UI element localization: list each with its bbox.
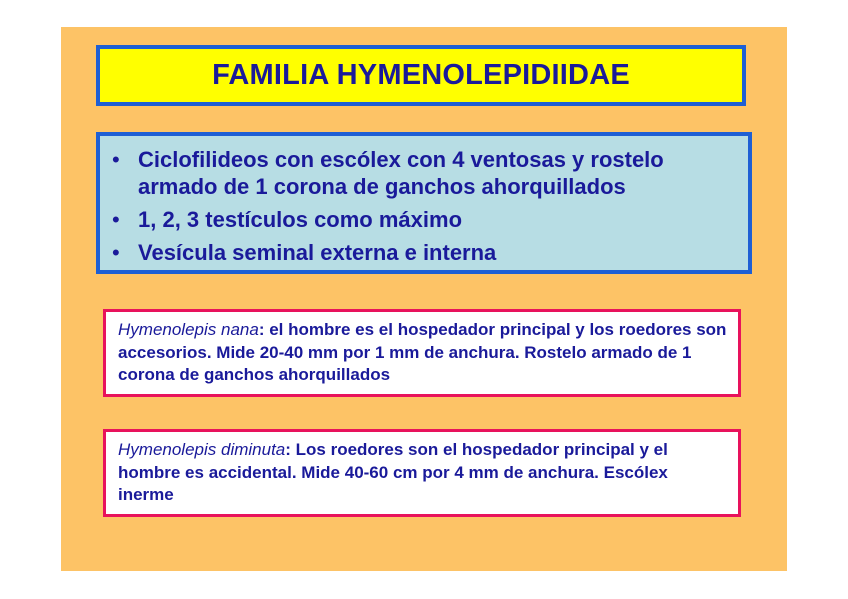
species-box-nana (103, 309, 741, 397)
slide-title: FAMILIA HYMENOLEPIDIIDAE (212, 59, 630, 91)
bullet-list (96, 132, 752, 274)
bullet-item (106, 146, 738, 200)
bullet-marker: • (112, 240, 120, 265)
bullet-marker: • (112, 147, 120, 172)
bullet-text: Vesícula seminal externa e interna (138, 240, 497, 265)
title-box (96, 45, 746, 106)
slide (61, 27, 787, 571)
bullet-text: 1, 2, 3 testículos como máximo (138, 207, 463, 232)
species-name: Hymenolepis diminuta (118, 440, 286, 459)
bullet-marker: • (112, 207, 120, 232)
bullet-item (106, 206, 738, 233)
species-description: : Los roedores son el hospedador principal y el hombre es accidental. Mide 40-60 cm por 4 mm de anchura. Escólex inerme (118, 440, 668, 504)
species-name: Hymenolepis nana (118, 320, 259, 339)
species-box-diminuta (103, 429, 741, 517)
species-description: : el hombre es el hospedador principal y los roedores son accesorios. Mide 20-40 mm por 1 mm de anchura. Rostelo armado de 1 corona de ganchos ahorquillados (118, 320, 727, 384)
bullet-item (106, 239, 738, 266)
bullet-text: Ciclofilideos con escólex con 4 ventosas y rostelo armado de 1 corona de ganchos ahorquillados (138, 147, 664, 199)
